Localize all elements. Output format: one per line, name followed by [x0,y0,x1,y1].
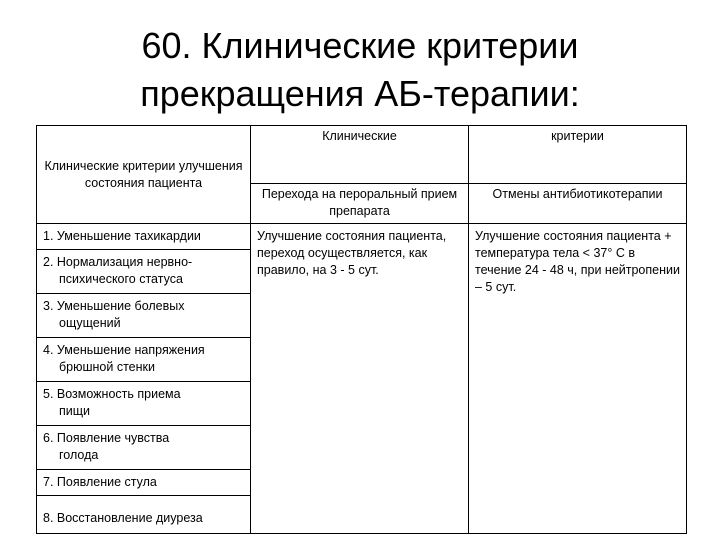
criterion-text: 5. Возможность приема [43,387,181,401]
criterion-text: 4. Уменьшение напряжения [43,343,205,357]
slide-title-line-1: 60. Клинические критерии [141,25,579,66]
criterion-item [37,294,251,338]
criterion-text-cont: пищи [59,404,91,418]
criterion-text-cont: ощущений [59,316,121,330]
criterion-text: 1. Уменьшение тахикардии [43,229,201,243]
criterion-item [37,496,251,534]
header-improvement-criteria: Клинические критерии улучшения состояния пациента [37,126,251,224]
oral-switch-criteria: Улучшение состояния пациента, переход осуществляется, как правило, на 3 - 5 сут. [251,224,469,534]
criterion-item [37,224,251,250]
criterion-text-cont: голода [59,448,99,462]
criterion-text: 6. Появление чувства [43,431,170,445]
criterion-text: 2. Нормализация нервно- [43,255,193,269]
criterion-item [37,470,251,496]
subheader-oral-switch: Перехода на пероральный прием препарата [251,184,469,224]
subheader-cancellation: Отмены антибиотикотерапии [469,184,687,224]
cancellation-criteria: Улучшение состояния пациента + температура тела < 37° С в течение 24 - 48 ч, при нейтропении – 5 сут. [469,224,687,534]
criterion-item [37,426,251,470]
slide-title-line-2: прекращения АБ-терапии: [140,73,580,114]
criterion-text: 7. Появление стула [43,475,157,489]
slide-title [0,22,720,118]
criterion-text-cont: брюшной стенки [59,360,155,374]
criterion-text-cont: психического статуса [59,272,183,286]
criterion-text: 3. Уменьшение болевых [43,299,185,313]
criteria-table [36,125,687,534]
header-criteria: критерии [469,126,687,184]
criterion-item [37,382,251,426]
header-clinical: Клинические [251,126,469,184]
criterion-text: 8. Восстановление диуреза [43,511,203,525]
criterion-item [37,338,251,382]
criterion-item [37,250,251,294]
